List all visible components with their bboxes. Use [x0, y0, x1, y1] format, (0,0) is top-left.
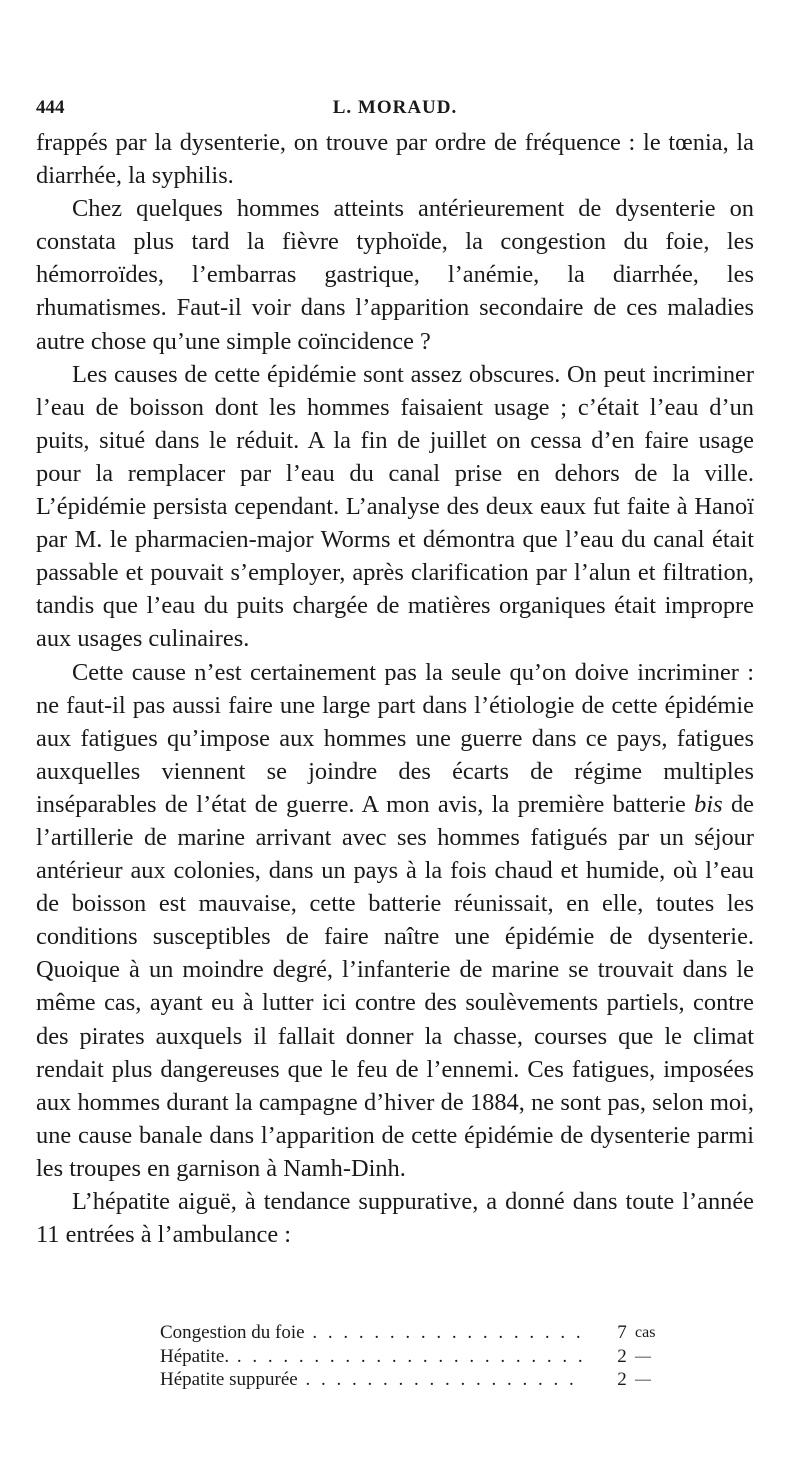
row-label: Hépatite suppurée . . .	[160, 1368, 585, 1392]
paragraph-continuation: frappés par la dysenterie, on trouve par ordre de fréquence : le tœnia, la diarrhée, la syphilis.	[36, 129, 754, 190]
row-count: 7	[617, 1322, 627, 1343]
paragraph-fatigue-part2: de l’artillerie de marine arrivant avec ses hommes fatigués par un séjour antérieur aux colonies, dans un pays à la fois chaud et humide, où l’eau de boisson est mauvaise, cette batterie réunissait, en elle, toutes les conditions susceptibles de faire naître une épidémie de dysenterie. Quoique à un moindre degré, l’infanterie de marine se trouvait dans le même cas, ayant eu à lutter ici contre des soulèvements partiels, contre des pirates auxquels il fallait donner la chasse, courses que le climat rendait plus dangereuses que le feu de l’ennemi. Ces fatigues, imposées aux hommes durant la campagne d’hiver de 1884, ne sont pas, selon moi, une cause banale dans l’apparition de cette épidémie de dysenterie parmi les troupes en garnison à Namh-Dinh.	[36, 790, 754, 1182]
row-unit: —	[635, 1347, 651, 1365]
paragraph-fatigue	[36, 656, 754, 1186]
page-header	[36, 97, 754, 119]
page-number: 444	[36, 97, 65, 118]
paragraph-fatigue-part1: Cette cause n’est certainement pas la seule qu’on doive incriminer : ne faut-il pas aussi faire une large part dans l’étiologie de cette épidémie aux fatigues qu’impose aux hommes une guerre dans ce pays, fatigues auxquelles viennent se joindre des écarts de régime multiples inséparables de l’état de guerre. A mon avis, la première batterie	[36, 658, 754, 818]
row-label: Hépatite. . . .	[160, 1345, 585, 1369]
table-row	[160, 1368, 705, 1392]
table-row	[160, 1321, 705, 1345]
row-count: 2	[617, 1369, 627, 1390]
paragraph-causes: Les causes de cette épidémie sont assez obscures. On peut incriminer l’eau de boisson dont les hommes faisaient usage ; c’était l’eau d’un puits, situé dans le réduit. A la fin de juillet on cessa d’en faire usage pour la remplacer par l’eau du canal prise en dehors de la ville. L’épidémie persista cependant. L’analyse des deux eaux fut faite à Hanoï par M. le pharmacien-major Worms et démontra que l’eau du canal était passable et pouvait s’employer, après clarification par l’alun et filtration, tandis que l’eau du puits chargée de matières organiques était impropre aux usages culinaires.	[36, 360, 754, 653]
cases-table	[160, 1321, 705, 1392]
body-text	[36, 126, 754, 1251]
row-label: Congestion du foie . . .	[160, 1321, 585, 1345]
italic-bis: bis	[694, 790, 723, 818]
row-unit: —	[635, 1371, 651, 1388]
table-row	[160, 1345, 705, 1369]
running-title: L. MORAUD.	[332, 97, 458, 118]
paragraph-hepatitis: L’hépatite aiguë, à tendance suppurative, a donné dans toute l’année 11 entrées à l’ambulance :	[36, 1188, 754, 1249]
row-count: 2	[617, 1345, 627, 1367]
paragraph-complications: Chez quelques hommes atteints antérieurement de dysenterie on constata plus tard la fièvre typhoïde, la congestion du foie, les hémorroïdes, l’embarras gastrique, l’anémie, la diarrhée, les rhumatismes. Faut-il voir dans l’apparition secondaire de ces maladies autre chose qu’une simple coïncidence ?	[36, 195, 754, 355]
row-unit: cas	[635, 1324, 656, 1341]
